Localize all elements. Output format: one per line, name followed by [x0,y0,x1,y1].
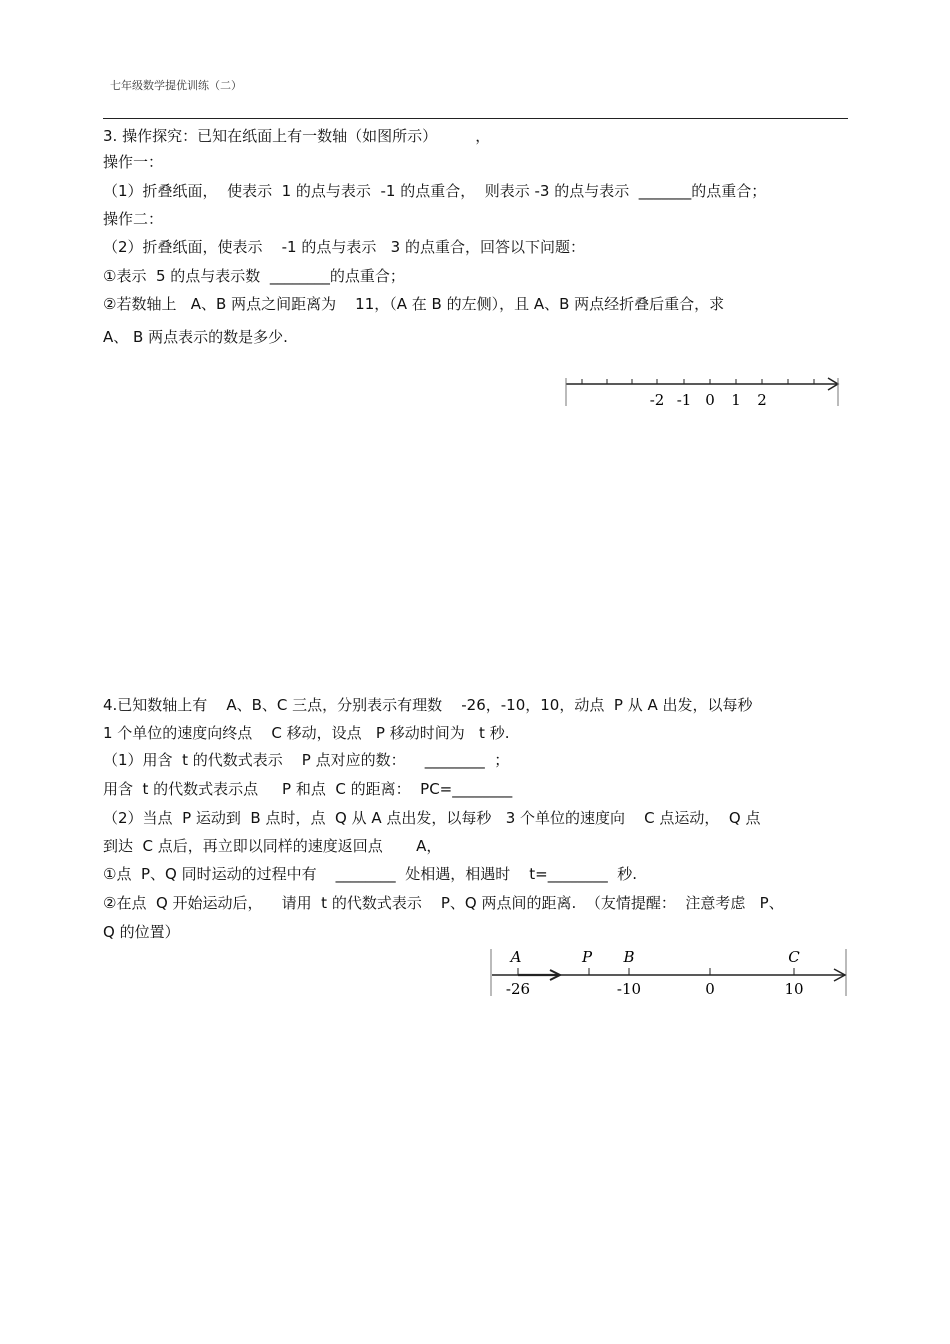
axis1-tick-label: 1 [731,391,741,409]
axis1-tick-label: -1 [676,391,692,409]
axis2-number-label: 0 [705,980,715,998]
q4-line-7: ①点 P、Q 同时运动的过程中有 ________ 处相遇，相遇时 t=________ 秒. [103,865,638,883]
q4-line-1: 4.已知数轴上有 A、B、C 三点，分别表示有理数 -26，-10，10，动点 P 从 A 出发，以每秒 [103,696,753,714]
axis1-tick-label: -2 [649,391,665,409]
number-axis-2 [488,944,850,998]
axis2-number-label: -10 [616,980,642,998]
q3-line-5: （2）折叠纸面，使表示 -1 的点与表示 3 的点重合，回答以下问题： [103,238,585,256]
axis2-number-label: -26 [505,980,531,998]
axis1-tick-label: 0 [705,391,715,409]
point-label-a: A [510,948,522,966]
point-label-b: B [623,948,635,966]
number-axis-1 [560,370,845,410]
q4-line-9: Q 的位置） [103,923,180,941]
axis2-number-label: 10 [784,980,804,998]
q3-line-7: ②若数轴上 A、B 两点之间距离为 11，（A 在 B 的左侧），且 A、B 两点经折叠后重合，求 [103,295,725,313]
q3-line-6: ①表示 5 的点与表示数 ________的点重合； [103,267,405,285]
q3-line-2: 操作一： [103,153,164,171]
header-rule [103,118,848,119]
point-label-c: C [788,948,800,966]
q4-line-4: 用含 t 的代数式表示点 P 和点 C 的距离： PC=________ [103,780,513,798]
q4-line-6: 到达 C 点后，再立即以同样的速度返回点 A， [103,837,442,855]
q3-line-1: 3. 操作探究：已知在纸面上有一数轴（如图所示） ， [103,127,491,145]
q3-line-4: 操作二： [103,210,164,228]
q4-line-2: 1 个单位的速度向终点 C 移动，设点 P 移动时间为 t 秒. [103,724,510,742]
q4-line-5: （2）当点 P 运动到 B 点时，点 Q 从 A 点出发，以每秒 3 个单位的速度向 C 点运动， Q 点 [103,809,761,827]
q3-line-3: （1）折叠纸面， 使表示 1 的点与表示 -1 的点重合， 则表示 -3 的点与表示 _______的点重合； [103,182,767,200]
axis1-tick-label: 2 [757,391,767,409]
page-header: 七年级数学提优训练（二） [110,79,242,92]
point-label-p: P [581,948,593,966]
q3-line-8: A、 B 两点表示的数是多少. [103,328,288,346]
q4-line-8: ②在点 Q 开始运动后， 请用 t 的代数式表示 P、Q 两点间的距离. （友情提醒： 注意考虑 P、 [103,894,784,912]
q4-line-3: （1）用含 t 的代数式表示 P 点对应的数： ________ ； [103,751,510,769]
